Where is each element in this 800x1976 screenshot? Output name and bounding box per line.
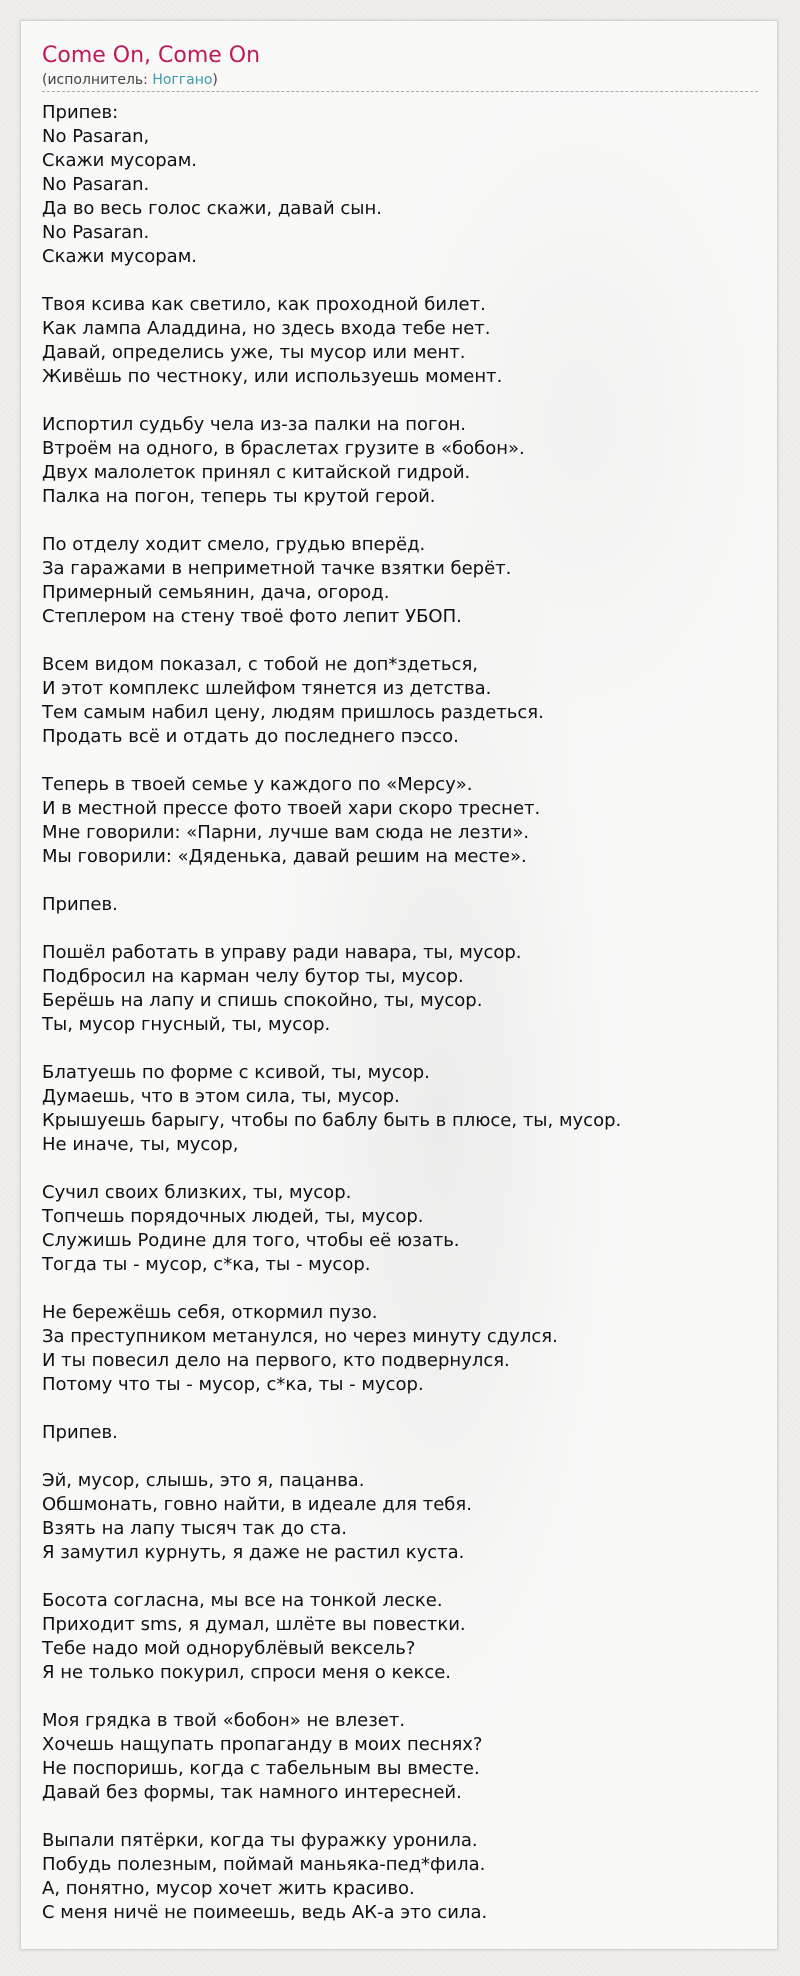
lyric-line: Пошёл работать в управу ради навара, ты, мусор. [42, 942, 522, 963]
lyric-line: За гаражами в неприметной тачке взятки берёт. [42, 558, 512, 579]
lyric-line: Припев: [42, 102, 119, 123]
lyric-stanza [42, 1301, 758, 1397]
lyric-stanza [42, 533, 758, 629]
lyric-line: Давай, определись уже, ты мусор или мент. [42, 342, 466, 363]
lyric-line: Да во весь голос скажи, давай сын. [42, 198, 382, 219]
lyric-line: Тем самым набил цену, людям пришлось раздеться. [42, 702, 544, 723]
artist-prefix: (исполнитель: [42, 72, 153, 88]
lyric-line: Ты, мусор гнусный, ты, мусор. [42, 1014, 331, 1035]
lyric-line: Степлером на стену твоё фото лепит УБОП. [42, 606, 462, 627]
lyric-line: Скажи мусорам. [42, 246, 198, 267]
lyric-line: No Pasaran. [42, 174, 150, 195]
lyric-line: Продать всё и отдать до последнего пэссо. [42, 726, 459, 747]
lyrics-text [42, 101, 758, 1949]
song-title: Come On, Come On [42, 43, 261, 68]
lyric-line: Припев. [42, 894, 118, 915]
artist-line [42, 72, 218, 88]
lyric-line: По отделу ходит смело, грудью вперёд. [42, 534, 426, 555]
lyric-line: За преступником метанулся, но через минуту сдулся. [42, 1326, 558, 1347]
lyric-line: Мы говорили: «Дяденька, давай решим на месте». [42, 846, 527, 867]
lyric-line: Хочешь нащупать пропаганду в моих песнях? [42, 1734, 483, 1755]
lyric-stanza [42, 941, 758, 1037]
lyric-stanza [42, 1421, 758, 1445]
lyric-stanza [42, 1829, 758, 1925]
artist-suffix: ) [212, 72, 218, 88]
lyric-stanza [42, 101, 758, 269]
lyric-line: Примерный семьянин, дача, огород. [42, 582, 390, 603]
lyric-line: Побудь полезным, поймай маньяка-пед*фила. [42, 1854, 486, 1875]
lyric-line: Теперь в твоей семье у каждого по «Мерсу». [42, 774, 473, 795]
lyric-stanza [42, 1181, 758, 1277]
lyric-line: Потому что ты - мусор, с*ка, ты - мусор. [42, 1374, 424, 1395]
lyric-stanza [42, 773, 758, 869]
lyric-line: Живёшь по честноку, или используешь момент. [42, 366, 503, 387]
lyric-line: Эй, мусор, слышь, это я, пацанва. [42, 1470, 365, 1491]
lyric-stanza [42, 653, 758, 749]
lyric-line: Выпали пятёрки, когда ты фуражку уронила. [42, 1830, 478, 1851]
lyric-line: Тебе надо мой однорублёвый вексель? [42, 1638, 416, 1659]
lyric-line: И в местной прессе фото твоей хари скоро треснет. [42, 798, 541, 819]
lyric-stanza [42, 1709, 758, 1805]
lyric-line: Берёшь на лапу и спишь спокойно, ты, мусор. [42, 990, 483, 1011]
lyric-line: Босота согласна, мы все на тонкой леске. [42, 1590, 443, 1611]
lyric-line: Твоя ксива как светило, как проходной билет. [42, 294, 486, 315]
lyric-line: Моя грядка в твой «бобон» не влезет. [42, 1710, 406, 1731]
lyric-line: Не иначе, ты, мусор, [42, 1134, 239, 1155]
lyric-line: Давай без формы, так намного интересней. [42, 1782, 462, 1803]
lyric-line: No Pasaran, [42, 126, 150, 147]
lyric-line: Мне говорили: «Парни, лучше вам сюда не лезти». [42, 822, 530, 843]
lyric-line: Скажи мусорам. [42, 150, 198, 171]
lyric-line: No Pasaran. [42, 222, 150, 243]
lyric-line: И этот комплекс шлейфом тянется из детства. [42, 678, 492, 699]
lyric-line: Взять на лапу тысяч так до ста. [42, 1518, 347, 1539]
lyrics-card [20, 20, 778, 1950]
lyric-line: Блатуешь по форме с ксивой, ты, мусор. [42, 1062, 430, 1083]
lyric-line: Обшмонать, говно найти, в идеале для тебя. [42, 1494, 472, 1515]
artist-link[interactable]: Ноггано [152, 72, 213, 88]
lyric-line: Подбросил на карман челу бутор ты, мусор. [42, 966, 464, 987]
lyric-line: Втроём на одного, в браслетах грузите в «бобон». [42, 438, 525, 459]
lyric-line: Палка на погон, теперь ты крутой герой. [42, 486, 436, 507]
lyric-stanza [42, 1589, 758, 1685]
song-header [42, 43, 758, 92]
lyric-stanza [42, 1469, 758, 1565]
lyric-line: Крышуешь барыгу, чтобы по баблу быть в плюсе, ты, мусор. [42, 1110, 622, 1131]
lyric-stanza [42, 1061, 758, 1157]
lyric-stanza [42, 293, 758, 389]
lyric-line: Топчешь порядочных людей, ты, мусор. [42, 1206, 424, 1227]
lyric-line: А, понятно, мусор хочет жить красиво. [42, 1878, 415, 1899]
lyric-line: Испортил судьбу чела из-за палки на погон. [42, 414, 466, 435]
lyric-line: Как лампа Аладдина, но здесь входа тебе нет. [42, 318, 491, 339]
lyric-line: Тогда ты - мусор, с*ка, ты - мусор. [42, 1254, 371, 1275]
lyric-line: Двух малолеток принял с китайской гидрой. [42, 462, 471, 483]
lyric-line: Я замутил курнуть, я даже не растил куста. [42, 1542, 465, 1563]
lyric-line: Думаешь, что в этом сила, ты, мусор. [42, 1086, 400, 1107]
lyric-stanza [42, 413, 758, 509]
lyric-line: Припев. [42, 1422, 118, 1443]
lyric-line: Я не только покурил, спроси меня о кексе. [42, 1662, 452, 1683]
lyric-line: Служишь Родине для того, чтобы её юзать. [42, 1230, 460, 1251]
lyric-stanza [42, 893, 758, 917]
lyric-line: Не бережёшь себя, откормил пузо. [42, 1302, 378, 1323]
lyric-line: С меня ничё не поимеешь, ведь АК-а это сила. [42, 1902, 488, 1923]
lyric-line: Не поспоришь, когда с табельным вы вместе. [42, 1758, 480, 1779]
lyric-line: Всем видом показал, с тобой не доп*здеться, [42, 654, 478, 675]
lyric-line: Приходит sms, я думал, шлёте вы повестки. [42, 1614, 466, 1635]
lyric-line: Сучил своих близких, ты, мусор. [42, 1182, 352, 1203]
lyric-line: И ты повесил дело на первого, кто подвернулся. [42, 1350, 510, 1371]
